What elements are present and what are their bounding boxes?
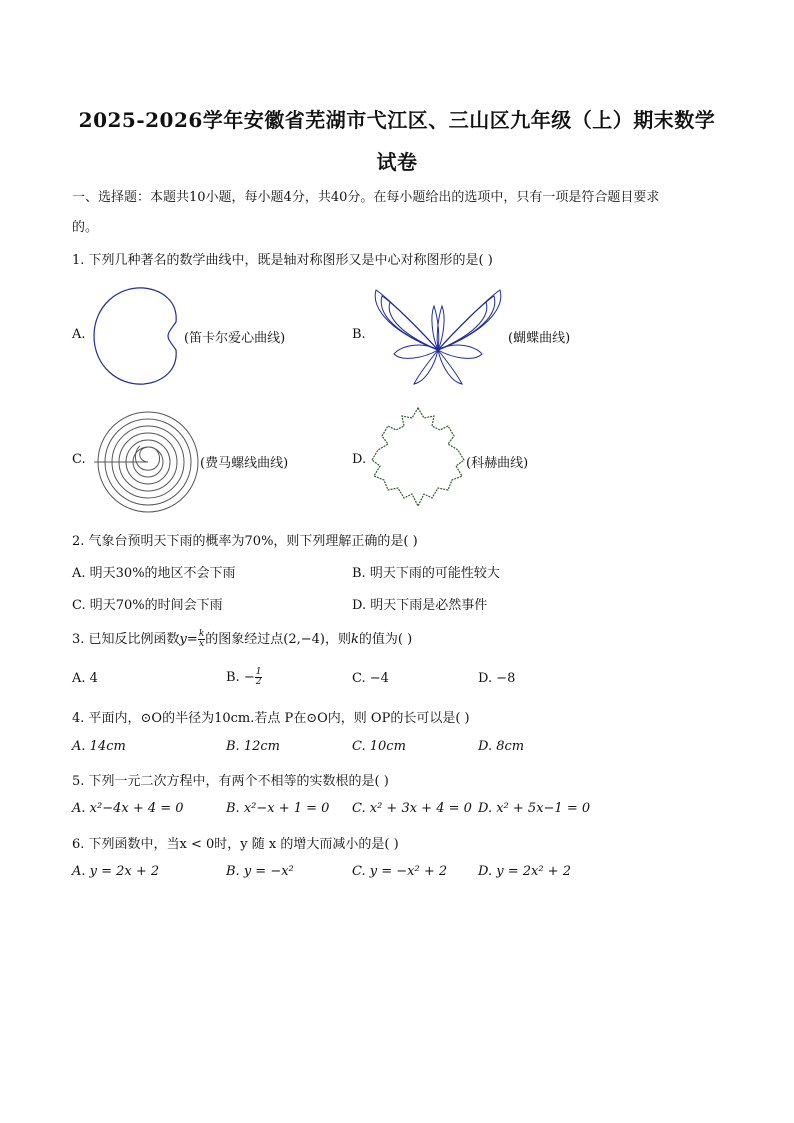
q3-stem-part-a: 3. 已知反比例函数 <box>72 632 180 647</box>
section-instructions: 一、选择题：本题共10小题，每小题4分，共40分。在每小题给出的选项中，只有一项是符合题目要求 <box>72 190 660 205</box>
q6-option-c: C. y = −x² + 2 <box>352 864 448 879</box>
q3-frac-den: x <box>199 639 205 649</box>
q1-option-c-caption: (费马螺线曲线) <box>200 456 289 471</box>
q1-option-a-label: A. <box>72 327 86 342</box>
q3-frac-num: k <box>198 629 205 639</box>
q6-option-d: D. y = 2x² + 2 <box>478 864 571 879</box>
q5-option-b: B. x²−x + 1 = 0 <box>226 801 330 816</box>
q2-option-c: C. 明天70%的时间会下雨 <box>72 598 223 613</box>
q4-option-a: A. 14cm <box>72 739 126 754</box>
q1-option-d-label: D. <box>352 452 367 467</box>
q4-option-b: B. 12cm <box>226 739 280 754</box>
page-title: 2025-2026学年安徽省芜湖市弋江区、三山区九年级（上）期末数学 <box>78 108 716 132</box>
q4-option-d: D. 8cm <box>478 739 525 754</box>
q2-option-b: B. 明天下雨的可能性较大 <box>352 566 500 581</box>
q3-option-b-fraction <box>255 668 263 687</box>
q5-stem: 5. 下列一元二次方程中，有两个不相等的实数根的是( ) <box>72 774 389 789</box>
q3-option-a: A. 4 <box>72 671 98 686</box>
fermat-spiral-figure <box>92 410 200 514</box>
q3-stem <box>72 628 412 649</box>
q2-stem: 2. 气象台预明天下雨的概率为70%，则下列理解正确的是( ) <box>72 534 418 549</box>
butterfly-curve-figure <box>368 284 508 388</box>
q5-option-a: A. x²−4x + 4 = 0 <box>72 801 184 816</box>
q5-option-d: D. x² + 5x−1 = 0 <box>478 801 591 816</box>
q3-option-c: C. −4 <box>352 671 389 686</box>
q1-option-b-caption: (蝴蝶曲线) <box>508 331 571 346</box>
q1-option-d-caption: (科赫曲线) <box>466 456 529 471</box>
q4-option-c: C. 10cm <box>352 739 406 754</box>
q1-option-c-label: C. <box>72 452 86 467</box>
cardioid-curve-figure <box>88 284 184 388</box>
section-instructions-continued: 的。 <box>72 220 99 235</box>
q1-stem: 1. 下列几种著名的数学曲线中，既是轴对称图形又是中心对称图形的是( ) <box>72 253 493 268</box>
q6-option-a: A. y = 2x + 2 <box>72 864 160 879</box>
q3-option-b-text: B. − <box>226 670 255 685</box>
koch-snowflake-figure <box>368 406 468 516</box>
q3-k: k <box>351 632 359 647</box>
q3-option-b-den: 2 <box>255 677 262 687</box>
q3-option-d: D. −8 <box>478 671 516 686</box>
q3-eq: = <box>186 632 198 647</box>
q1-option-a-caption: (笛卡尔爱心曲线) <box>184 331 286 346</box>
q4-stem: 4. 平面内，⊙O的半径为10cm.若点 P在⊙O内，则 OP的长可以是( ) <box>72 711 470 726</box>
q3-option-b-num: 1 <box>255 667 262 677</box>
q6-stem: 6. 下列函数中，当x < 0时，y 随 x 的增大而减小的是( ) <box>72 837 399 852</box>
q5-option-c: C. x² + 3x + 4 = 0 <box>352 801 472 816</box>
q2-option-d: D. 明天下雨是必然事件 <box>352 598 488 613</box>
q3-stem-part-b: 的图象经过点(2,−4)，则 <box>205 632 351 647</box>
q2-option-a: A. 明天30%的地区不会下雨 <box>72 566 236 581</box>
page-title-continued: 试卷 <box>376 150 418 174</box>
q3-y: y <box>179 632 187 647</box>
q3-stem-part-c: 的值为( ) <box>358 632 413 647</box>
q1-option-b-label: B. <box>352 327 366 342</box>
q3-option-b <box>226 668 262 687</box>
q6-option-b: B. y = −x² <box>226 864 294 879</box>
